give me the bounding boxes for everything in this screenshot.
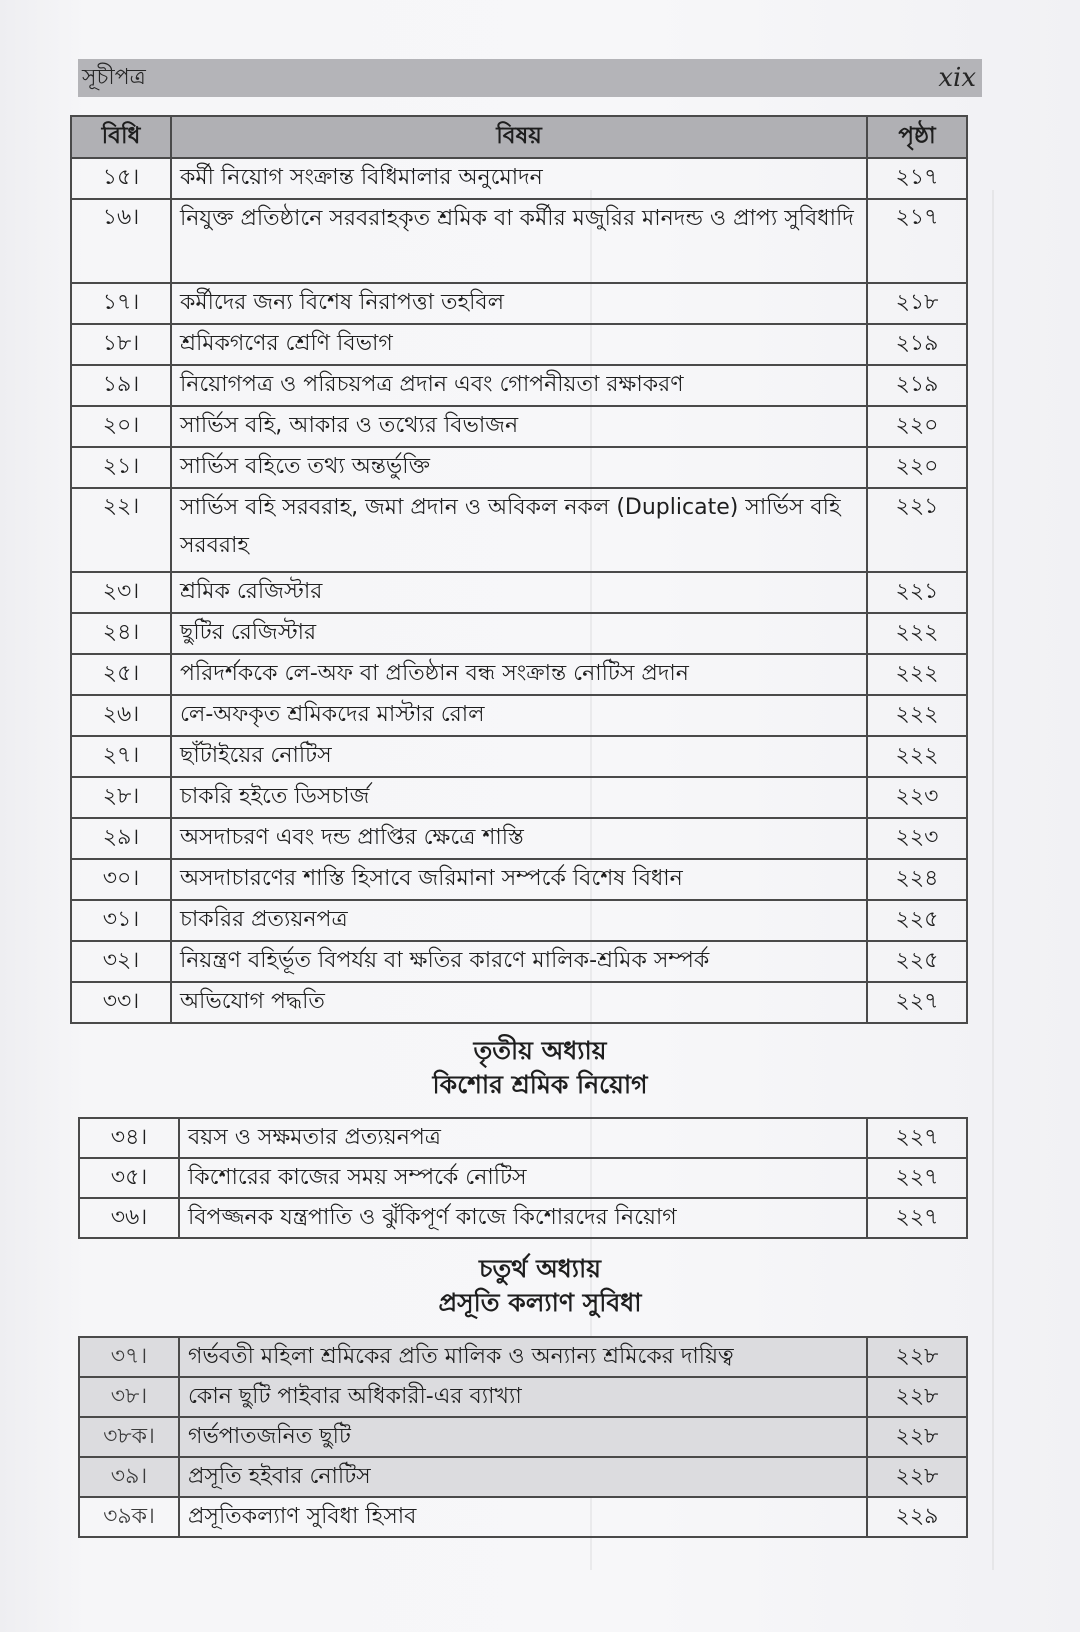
table-row — [71, 365, 967, 406]
chapter-3-label: তৃতীয় অধ্যায় — [473, 1036, 607, 1065]
rule-subject: বিপজ্জনক যন্ত্রপাতি ও ঝুঁকিপূর্ণ কাজে কিশোরদের নিয়োগ — [179, 1198, 867, 1238]
page-number: ২২২ — [867, 695, 967, 736]
page-number: ২২৭ — [867, 1118, 967, 1158]
rule-number: ২৪। — [71, 613, 171, 654]
rule-subject: শ্রমিক রেজিস্টার — [171, 572, 867, 613]
table-row — [79, 1118, 967, 1158]
rule-subject: অসদাচরণ এবং দন্ড প্রাপ্তির ক্ষেত্রে শাস্তি — [171, 818, 867, 859]
table-row — [71, 654, 967, 695]
rule-subject: নিয়ন্ত্রণ বহির্ভূত বিপর্যয় বা ক্ষতির কারণে মালিক-শ্রমিক সম্পর্ক — [171, 941, 867, 982]
page-number: ২২২ — [867, 613, 967, 654]
page-number: ২২১ — [867, 572, 967, 613]
rule-subject: ছাঁটাইয়ের নোটিস — [171, 736, 867, 777]
table-row — [71, 158, 967, 199]
toc-table-chapter-3 — [78, 1117, 968, 1239]
rule-subject: গর্ভপাতজনিত ছুটি — [179, 1417, 867, 1457]
table-row — [79, 1198, 967, 1238]
table-row — [71, 941, 967, 982]
table-row — [79, 1337, 967, 1377]
rule-subject: সার্ভিস বহি সরবরাহ, জমা প্রদান ও অবিকল নকল (Duplicate) সার্ভিস বহি সরবরাহ — [171, 488, 867, 572]
rule-number: ২৮। — [71, 777, 171, 818]
table-row — [79, 1377, 967, 1417]
rule-number: ৩৪। — [79, 1118, 179, 1158]
rule-subject: অসদাচারণের শাস্তি হিসাবে জরিমানা সম্পর্কে বিশেষ বিধান — [171, 859, 867, 900]
rule-subject: ছুটির রেজিস্টার — [171, 613, 867, 654]
page-number: ২১৮ — [867, 283, 967, 324]
table-row — [71, 447, 967, 488]
table-row — [79, 1457, 967, 1497]
table-row — [71, 488, 967, 572]
toc-table-chapter-4 — [78, 1336, 968, 1538]
table-row — [79, 1417, 967, 1457]
rule-number: ৩৫। — [79, 1158, 179, 1198]
page-number: ২২৫ — [867, 900, 967, 941]
rule-number: ৩৩। — [71, 982, 171, 1023]
rule-number: ২৭। — [71, 736, 171, 777]
rule-number: ২৬। — [71, 695, 171, 736]
table-row — [71, 199, 967, 283]
rule-subject: বয়স ও সক্ষমতার প্রত্যয়নপত্র — [179, 1118, 867, 1158]
rule-number: ১৮। — [71, 324, 171, 365]
rule-number: ২৯। — [71, 818, 171, 859]
rule-subject: কর্মী নিয়োগ সংক্রান্ত বিধিমালার অনুমোদন — [171, 158, 867, 199]
rule-subject: কিশোরের কাজের সময় সম্পর্কে নোটিস — [179, 1158, 867, 1198]
rule-number: ৩৭। — [79, 1337, 179, 1377]
rule-number: ২৫। — [71, 654, 171, 695]
table-row — [71, 982, 967, 1023]
page-number: ২২৫ — [867, 941, 967, 982]
rule-number: ১৯। — [71, 365, 171, 406]
table-row — [71, 324, 967, 365]
rule-number: ৩১। — [71, 900, 171, 941]
chapter-4-label: চতুর্থ অধ্যায় — [478, 1254, 602, 1283]
page-number: ২২৩ — [867, 777, 967, 818]
table-row — [71, 613, 967, 654]
table-row — [79, 1158, 967, 1198]
rule-subject: গর্ভবতী মহিলা শ্রমিকের প্রতি মালিক ও অন্যান্য শ্রমিকের দায়িত্ব — [179, 1337, 867, 1377]
page-number: ২১৯ — [867, 324, 967, 365]
page-number: ২২১ — [867, 488, 967, 572]
chapter-3-title: কিশোর শ্রমিক নিয়োগ — [432, 1070, 648, 1099]
rule-subject: কর্মীদের জন্য বিশেষ নিরাপত্তা তহবিল — [171, 283, 867, 324]
table-row — [71, 859, 967, 900]
rule-number: ১৬। — [71, 199, 171, 283]
table-row — [71, 818, 967, 859]
page-number: ২১৭ — [867, 199, 967, 283]
chapter-4-title: প্রসূতি কল্যাণ সুবিধা — [438, 1288, 642, 1317]
rule-subject: চাকরির প্রত্যয়নপত্র — [171, 900, 867, 941]
table-row — [71, 695, 967, 736]
column-header-page: পৃষ্ঠা — [867, 116, 967, 158]
table-row — [71, 900, 967, 941]
page-number: ২২৩ — [867, 818, 967, 859]
rule-number: ২১। — [71, 447, 171, 488]
chapter-3-heading — [0, 1034, 1080, 1102]
rule-subject: সার্ভিস বহিতে তথ্য অন্তর্ভুক্তি — [171, 447, 867, 488]
page-number: ২১৭ — [867, 158, 967, 199]
running-header-page-number: xix — [938, 63, 976, 93]
rule-subject: অভিযোগ পদ্ধতি — [171, 982, 867, 1023]
running-header — [78, 59, 982, 97]
table-row — [71, 406, 967, 447]
rule-subject: নিয়োগপত্র ও পরিচয়পত্র প্রদান এবং গোপনীয়তা রক্ষাকরণ — [171, 365, 867, 406]
rule-number: ২০। — [71, 406, 171, 447]
rule-subject: লে-অফকৃত শ্রমিকদের মাস্টার রোল — [171, 695, 867, 736]
chapter-4-heading — [0, 1252, 1080, 1320]
page-number: ২২৭ — [867, 1198, 967, 1238]
page-number: ২২০ — [867, 447, 967, 488]
rule-number: ৩২। — [71, 941, 171, 982]
page-number: ২২৮ — [867, 1457, 967, 1497]
table-row — [71, 283, 967, 324]
rule-number: ২৩। — [71, 572, 171, 613]
rule-subject: শ্রমিকগণের শ্রেণি বিভাগ — [171, 324, 867, 365]
table-row — [79, 1497, 967, 1537]
page-number: ২২৮ — [867, 1337, 967, 1377]
table-row — [71, 777, 967, 818]
table-row — [71, 736, 967, 777]
page-number: ২২৮ — [867, 1417, 967, 1457]
rule-number: ৩৮। — [79, 1377, 179, 1417]
rule-number: ৩০। — [71, 859, 171, 900]
table-header-row — [71, 116, 967, 158]
page-number: ২২২ — [867, 736, 967, 777]
page-number: ২২২ — [867, 654, 967, 695]
column-header-rule: বিধি — [71, 116, 171, 158]
rule-number: ৩৮ক। — [79, 1417, 179, 1457]
running-header-title: সূচীপত্র — [82, 64, 146, 90]
rule-subject: সার্ভিস বহি, আকার ও তথ্যের বিভাজন — [171, 406, 867, 447]
page-number: ২২৭ — [867, 982, 967, 1023]
page-number: ২২৪ — [867, 859, 967, 900]
rule-subject: চাকরি হইতে ডিসচার্জ — [171, 777, 867, 818]
rule-subject: প্রসূতিকল্যাণ সুবিধা হিসাব — [179, 1497, 867, 1537]
page-number: ২২৯ — [867, 1497, 967, 1537]
rule-number: ৩৬। — [79, 1198, 179, 1238]
rule-number: ৩৯। — [79, 1457, 179, 1497]
page-number: ২২০ — [867, 406, 967, 447]
toc-table-main — [70, 115, 968, 1024]
table-row — [71, 572, 967, 613]
rule-subject: কোন ছুটি পাইবার অধিকারী-এর ব্যাখ্যা — [179, 1377, 867, 1417]
page-number: ২২৭ — [867, 1158, 967, 1198]
page-number: ২২৮ — [867, 1377, 967, 1417]
rule-number: ৩৯ক। — [79, 1497, 179, 1537]
rule-subject: প্রসূতি হইবার নোটিস — [179, 1457, 867, 1497]
rule-number: ১৭। — [71, 283, 171, 324]
page-number: ২১৯ — [867, 365, 967, 406]
rule-subject: নিযুক্ত প্রতিষ্ঠানে সরবরাহকৃত শ্রমিক বা কর্মীর মজুরির মানদন্ড ও প্রাপ্য সুবিধাদি — [171, 199, 867, 283]
column-header-subject: বিষয় — [171, 116, 867, 158]
rule-number: ১৫। — [71, 158, 171, 199]
rule-number: ২২। — [71, 488, 171, 572]
rule-subject: পরিদর্শককে লে-অফ বা প্রতিষ্ঠান বন্ধ সংক্রান্ত নোটিস প্রদান — [171, 654, 867, 695]
